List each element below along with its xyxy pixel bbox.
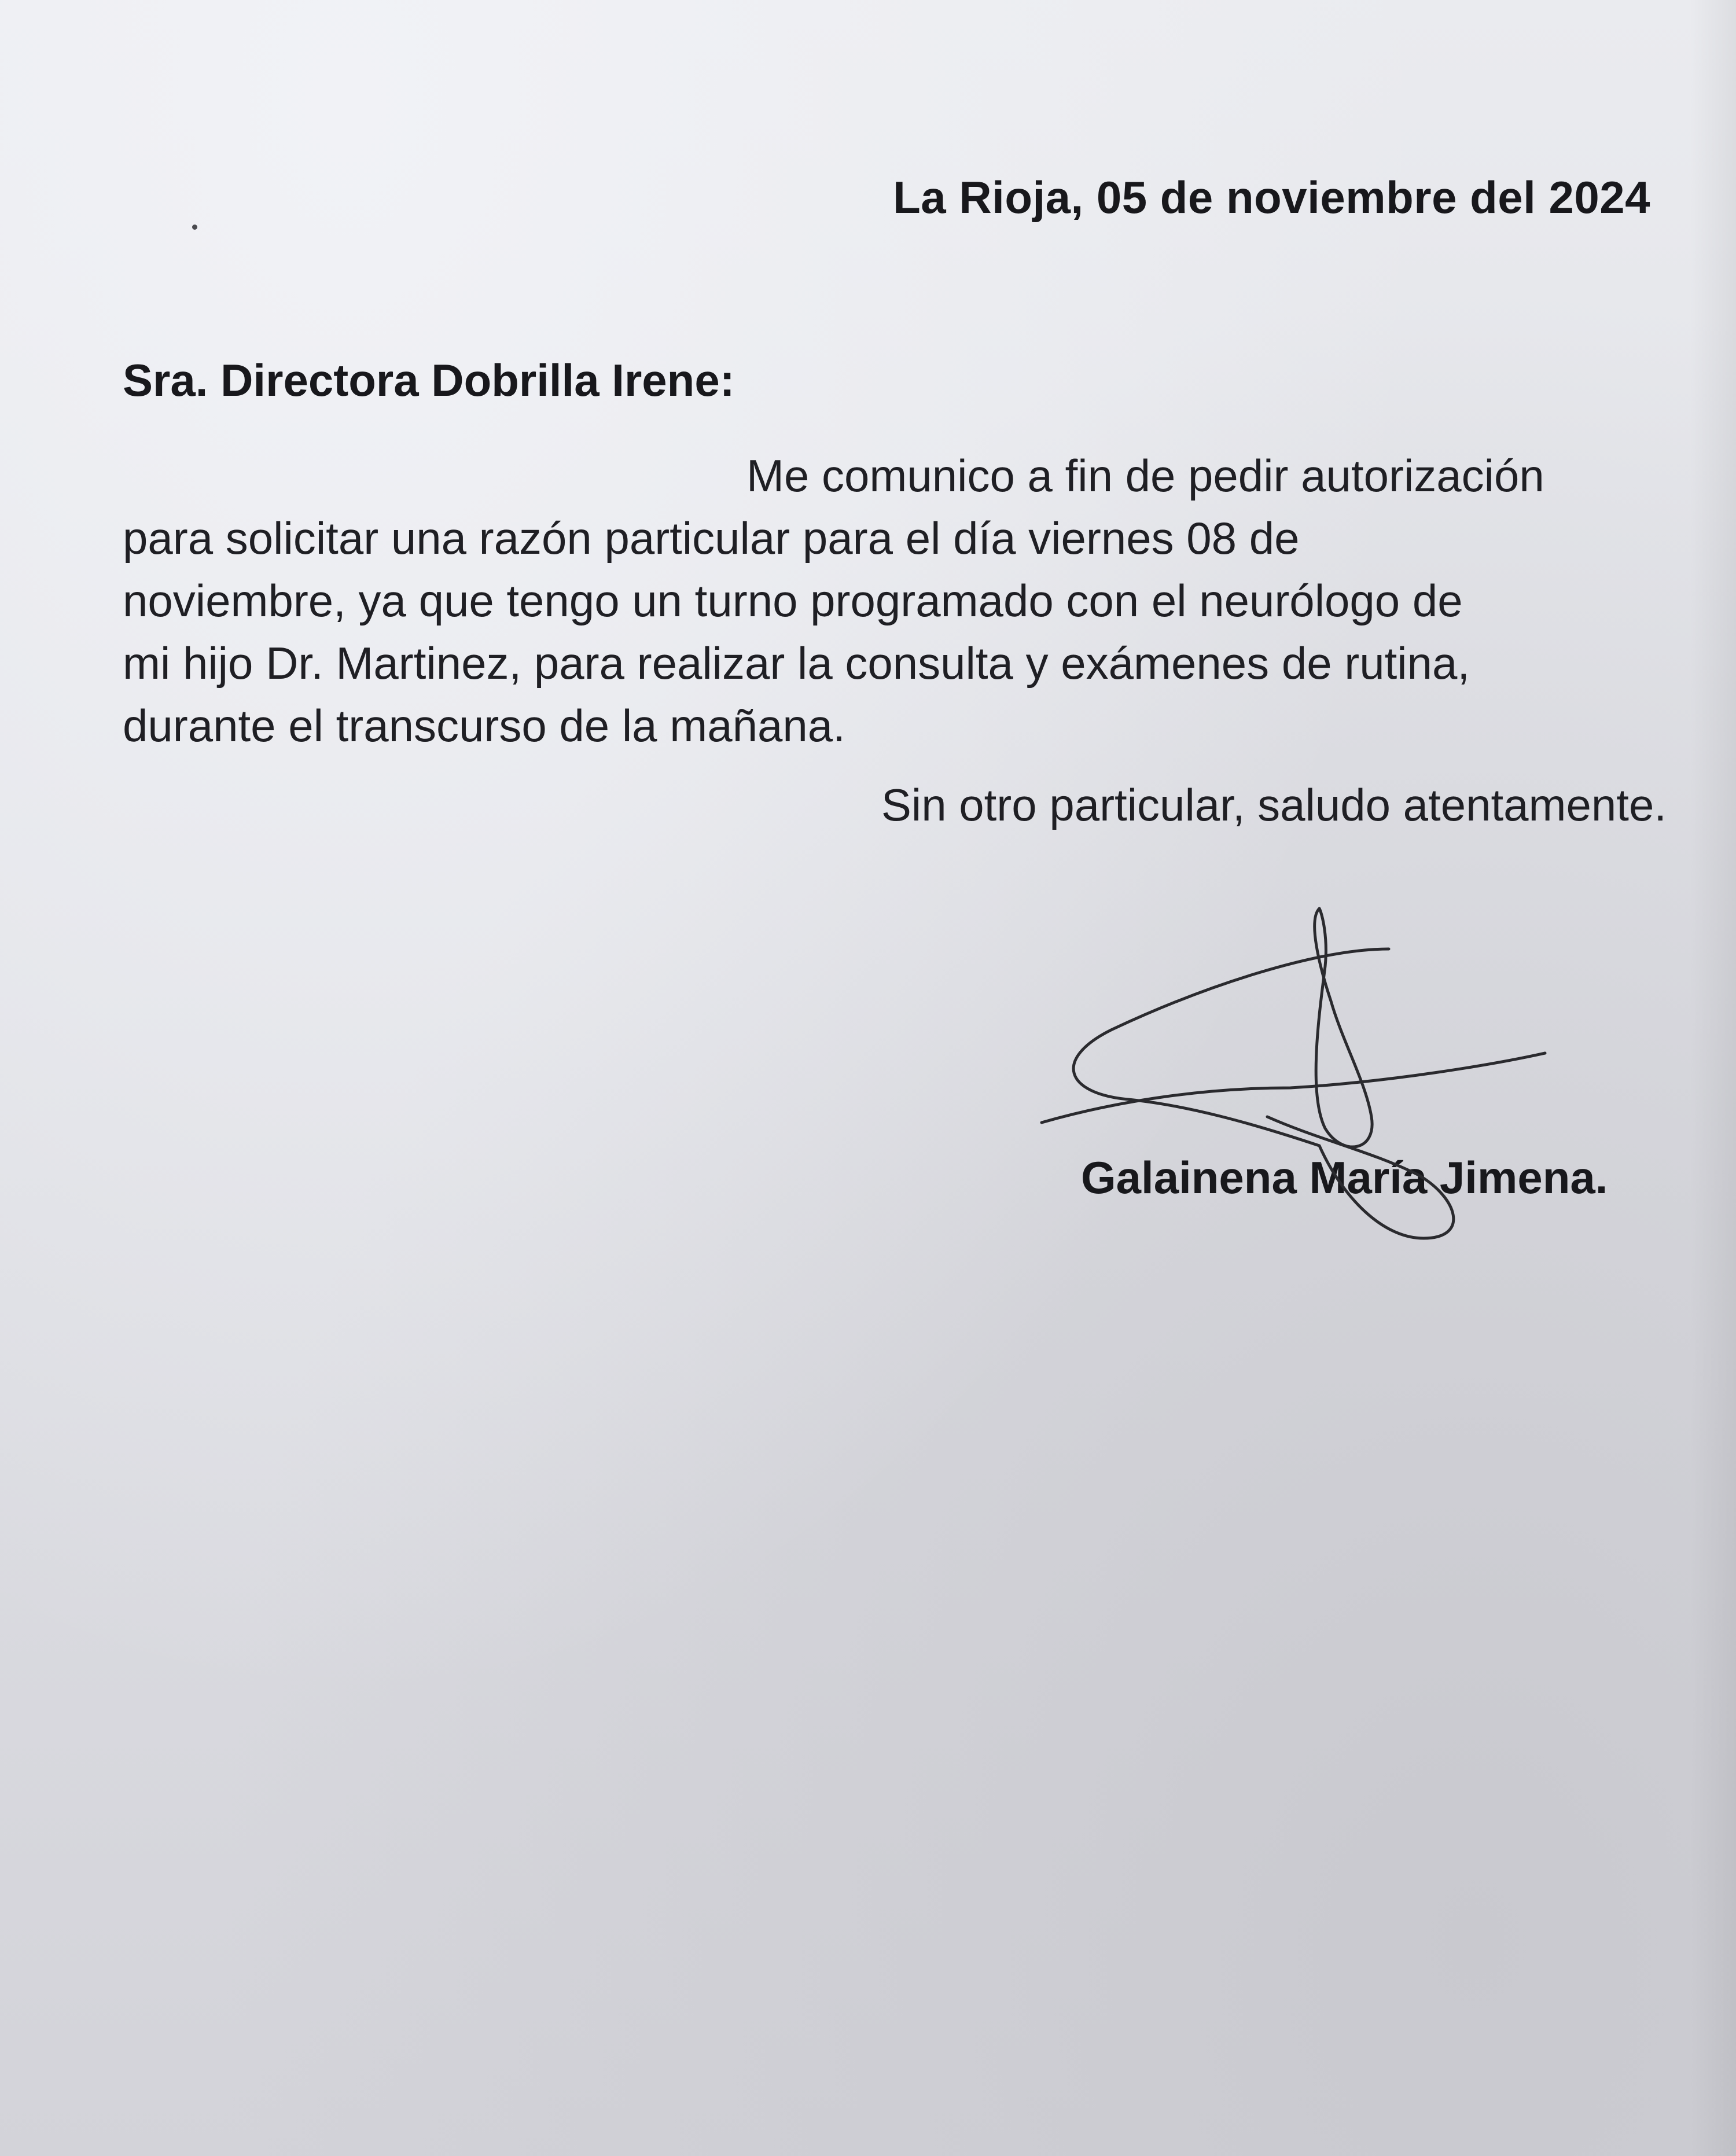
body-line: noviembre, ya que tengo un turno programado con el neurólogo de	[123, 575, 1463, 626]
body-line: durante el transcurso de la mañana.	[123, 700, 845, 751]
body-line: para solicitar una razón particular para el día viernes 08 de	[123, 513, 1300, 564]
date-line: La Rioja, 05 de noviembre del 2024	[893, 172, 1650, 223]
page-shadow	[1690, 0, 1736, 2156]
letter-body	[123, 444, 1639, 757]
signature-icon	[1018, 897, 1574, 1256]
body-line: Me comunico a fin de pedir autorización	[746, 450, 1544, 501]
signer-name: Galainena María Jimena.	[1081, 1152, 1608, 1203]
salutation: Sra. Directora Dobrilla Irene:	[123, 355, 735, 406]
closing-line: Sin otro particular, saludo atentamente.	[881, 779, 1667, 830]
body-line: mi hijo Dr. Martinez, para realizar la consulta y exámenes de rutina,	[123, 638, 1470, 689]
paper-speck	[192, 225, 197, 230]
